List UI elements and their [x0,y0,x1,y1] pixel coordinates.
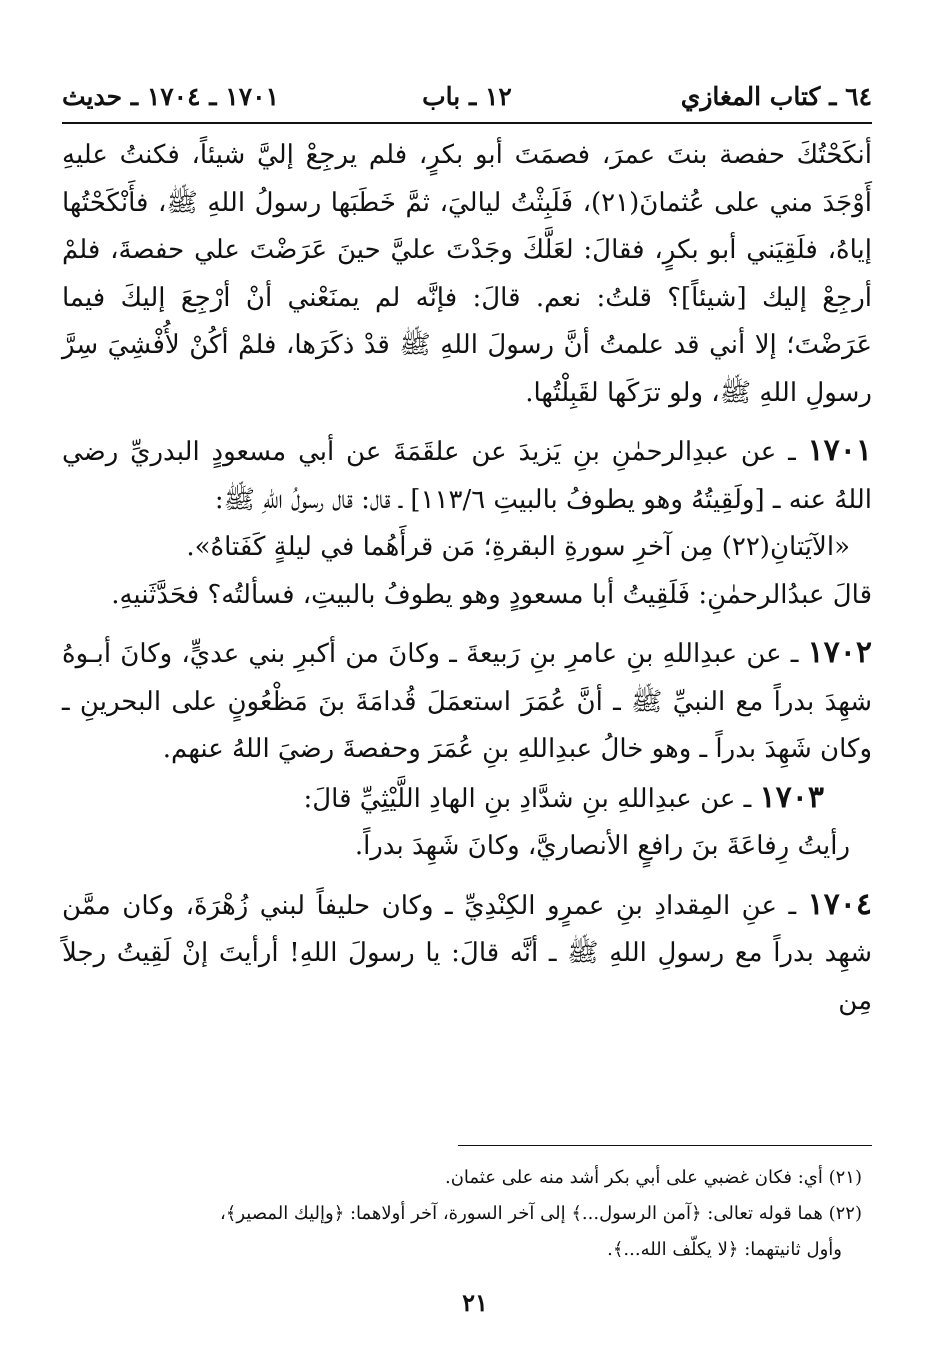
hadith-number: ١٧٠٣ [759,779,824,815]
hadith-1704 [62,881,872,1026]
footnote-divider [458,1145,872,1146]
header-hadith-range: ١٧٠١ ـ ١٧٠٤ ـ حديث [62,82,279,111]
header-chapter: ٦٤ ـ كتاب المغازي [680,82,872,111]
paragraph-continuation: أنكَحْتُكَ حفصة بنتَ عمرَ، فصمَتَ أبو بكرٍ، فلم يرجِعْ إليَّ شيئاً، فكنتُ عليهِ أَوْجَدَ مني على عُثمانَ(٢١)، فَلَبِثْتُ لياليَ، ثمَّ خَطَبَها رسولُ اللهِ ﷺ، فأَنْكَحْتُها إياهُ، فلَقِيَني أبو بكرٍ، فقالَ: لعَلَّكَ وجَدْتَ عليَّ حينَ عَرَضْتَ علي حفصةَ، فلمْ أرجِعْ إليك [شيئاً]؟ قلتُ: نعم. قالَ: فإنَّه لم يمنَعْني أنْ أرْجِعَ إليكَ فيما عَرَضْتَ؛ إلا أني قد علمتُ أنَّ رسولَ اللهِ ﷺ قدْ ذكَرَها، فلمْ أكُنْ لأُفْشِيَ سِرَّ رسولِ اللهِ ﷺ، ولو ترَكَها لقَبِلْتُها. [62,140,872,408]
hadith-1701-quote: «الآيَتانِ(٢٢) مِن آخرِ سورةِ البقرةِ؛ مَن قرأَهُما في ليلةٍ كَفَتاهُ». [186,532,850,562]
footnote-22: (٢٢) هما قوله تعالى: ﴿آمن الرسول...﴾ إلى آخر السورة، آخر أولاهما: ﴿وإليك المصير﴾، [219,1203,862,1224]
hadith-1703 [62,774,872,824]
header-section: ١٢ ـ باب [422,82,512,111]
footnote-21: (٢١) أي: فكان غضبي على أبي بكر أشد منه على عثمان. [444,1167,862,1188]
hadith-number: ١٧٠١ [807,433,872,468]
running-header [62,78,872,124]
hadith-1703-after: رأيتُ رِفاعَةَ بنَ رافعٍ الأنصاريَّ، وكانَ شَهِدَ بدراً. [354,831,850,861]
hadith-text: ـ عن عبدِاللهِ بنِ عامرِ بنِ رَبيعةَ ـ وكانَ من أكبرِ بني عديٍّ، وكانَ أبـوهُ شهِدَ بدراً مع النبيِّ ﷺ ـ أنَّ عُمَرَ استعمَلَ قُدامَةَ بنَ مَظْعُونٍ على البحرينِ ـ وكان شَهِدَ بدراً ـ وهو خالُ عبدِاللهِ بنِ عُمَرَ وحفصةَ رضيَ اللهُ عنهم. [62,639,872,764]
page-number: ٢١ [462,1288,488,1317]
hadith-1701-after: قالَ عبدُالرحمٰنِ: فَلَقِيتُ أبا مسعودٍ وهو يطوفُ بالبيتِ، فسألتُه؟ فحَدَّثَنيهِ. [111,579,872,610]
footnote-22-continuation: وأول ثانيتهما: ﴿لا يكلّف الله...﴾. [607,1239,842,1260]
hadith-text: ـ عنِ المِقدادِ بنِ عمرٍو الكِنْدِيِّ ـ وكان حليفاً لبني زُهْرَةَ، وكان ممَّن شهِد بدراً مع رسولِ اللهِ ﷺ ـ أنَّه قالَ: يا رسولَ اللهِ! أرأيتَ إنْ لَقِيتُ رجلاً مِن [62,890,872,1016]
hadith-1701 [62,427,872,524]
hadith-text: ـ عن عبدِالرحمٰنِ بنِ يَزيدَ عن علقَمَةَ عن أبي مسعودٍ البدريِّ رضي اللهُ عنه ـ [ولَقِيتُهُ وهو يطوفُ بالبيتِ ١١٣/٦] ـ قال: قال رسولُ اللهِ ﷺ: [62,437,872,515]
hadith-number: ١٧٠٤ [807,886,872,922]
hadith-text: ـ عن عبدِاللهِ بنِ شدَّادِ بنِ الهادِ اللَّيْثِيِّ قالَ: [303,783,760,814]
main-text [62,132,872,1025]
hadith-1702 [62,629,872,774]
footnotes [62,1160,862,1268]
hadith-number: ١٧٠٢ [807,635,872,670]
